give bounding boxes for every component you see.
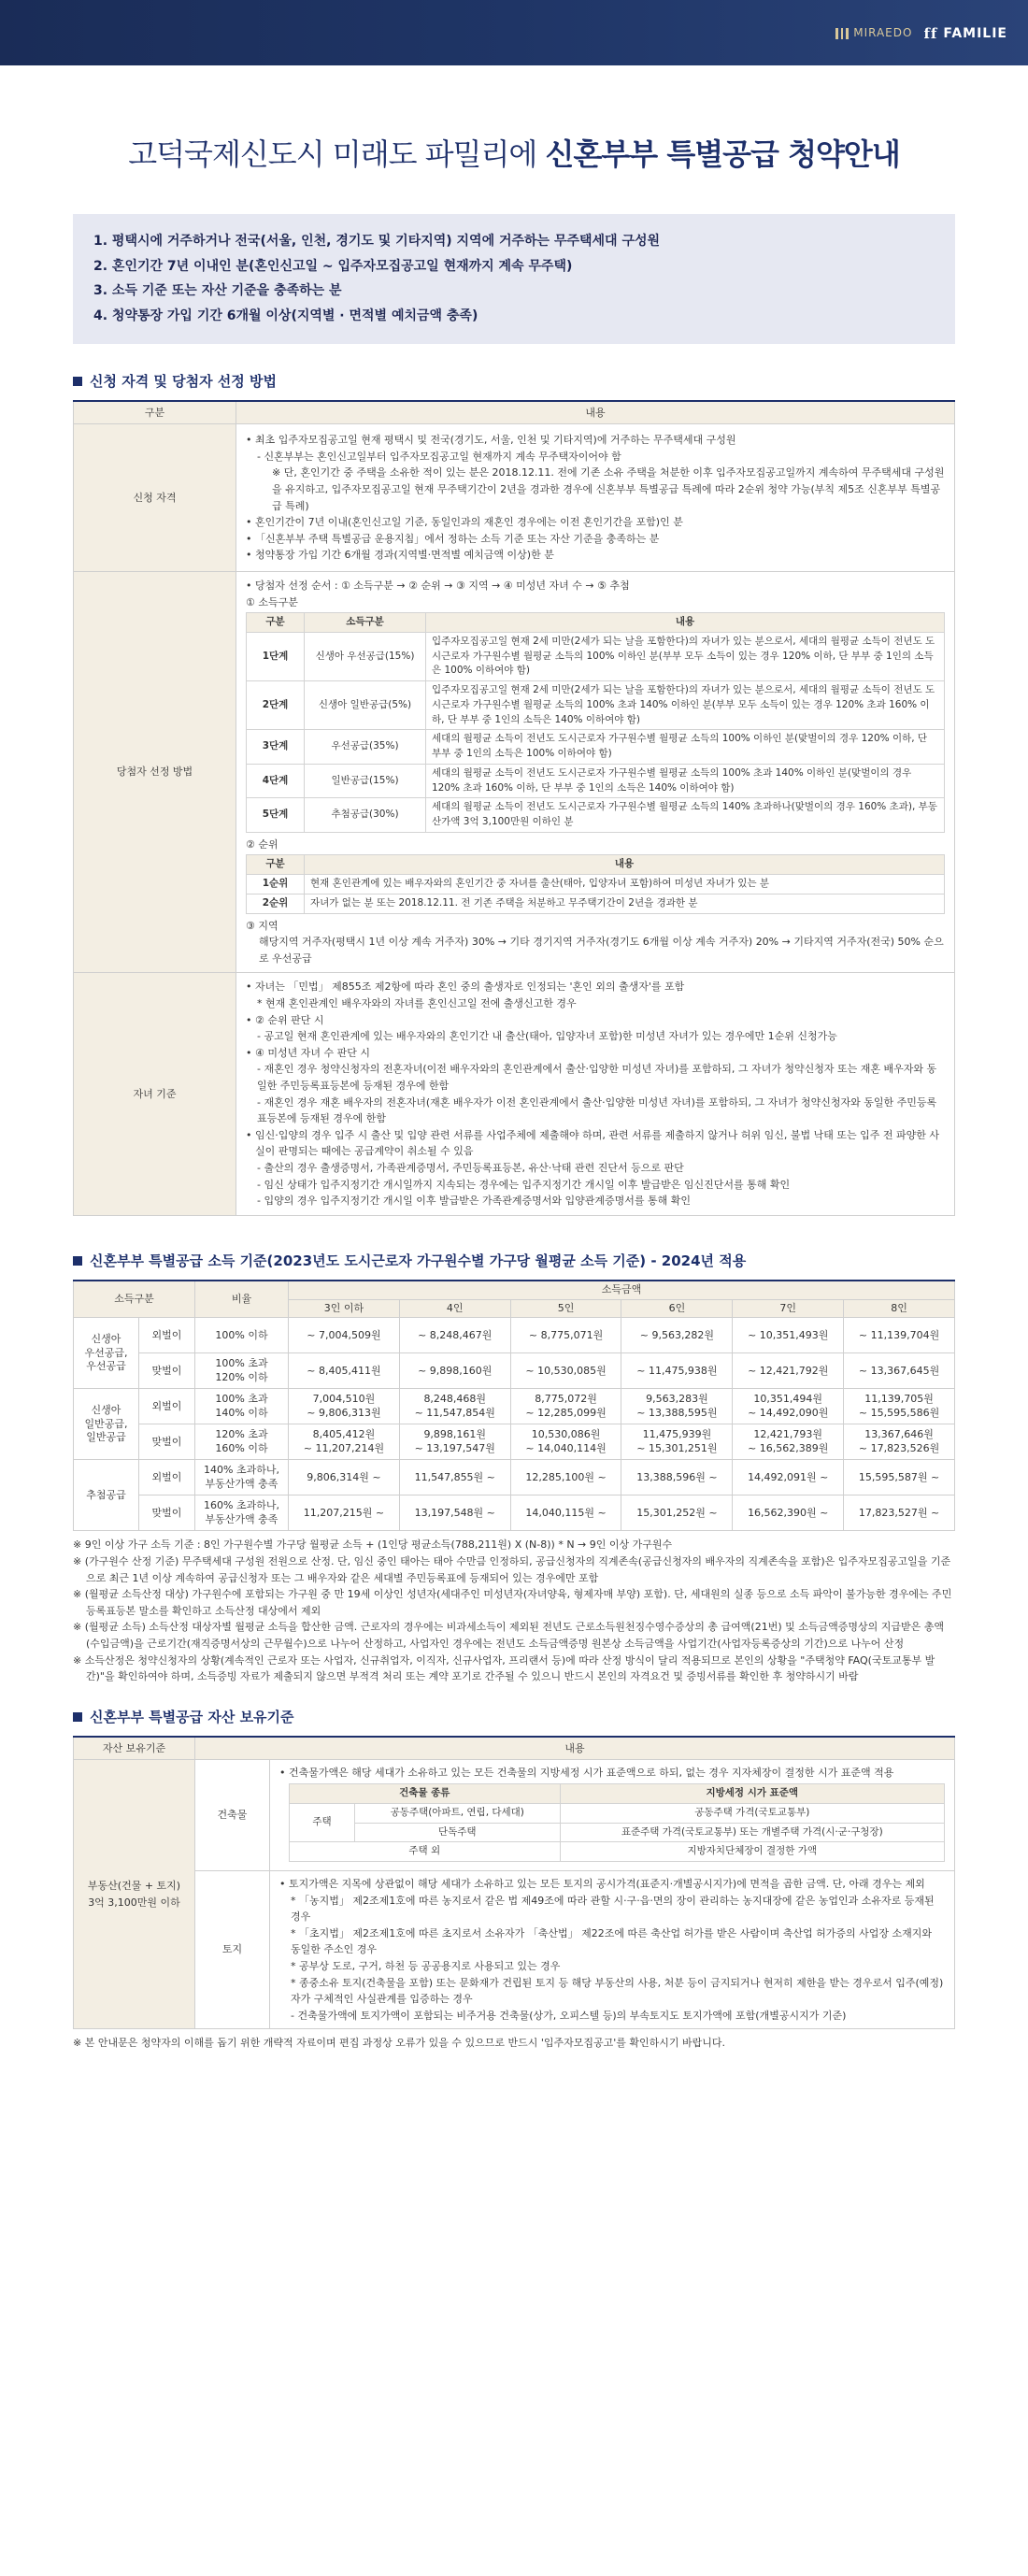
- amount-cell: 15,301,252원 ~: [621, 1496, 733, 1531]
- table-row: [247, 764, 945, 798]
- list-item: • 임신·입양의 경우 입주 시 출산 및 입양 관련 서류를 사업주체에 제출해야 하며, 관련 서류를 제출하지 않거나 허위 임신, 불법 낙태 또는 입주 전 파양한 사실이 판명되는 때에는 공급계약이 취소될 수 있음: [246, 1127, 945, 1160]
- step-cell: 2단계: [247, 681, 305, 730]
- desc-cell: 현재 혼인관계에 있는 배우자와의 혼인기간 중 자녀를 출산(태아, 입양자녀 포함)하여 미성년 자녀가 있는 분: [305, 875, 945, 894]
- list-item: • 최초 입주자모집공고일 현재 평택시 및 전국(경기도, 서울, 인천 및 기타지역)에 거주하는 무주택세대 구성원: [246, 432, 945, 449]
- qualification-table: [73, 400, 955, 1216]
- amount-cell: 13,367,646원 ~ 17,823,526원: [844, 1424, 955, 1460]
- col-header: 비율: [195, 1281, 289, 1318]
- col-header: 소득구분: [74, 1281, 195, 1318]
- desc-cell: 세대의 월평균 소득이 전년도 도시근로자 가구원수별 월평균 소득의 140% 초과하나(맞벌이의 경우 160% 초과), 부동산가액 3억 3,100만원 이하인 분: [426, 798, 945, 833]
- amount-cell: 10,351,494원 ~ 14,492,090원: [733, 1389, 844, 1424]
- amount-cell: 12,285,100원 ~: [510, 1460, 621, 1496]
- row-label: 신청 자격: [74, 424, 236, 572]
- col-header: 내용: [236, 401, 955, 424]
- col-header: 내용: [195, 1737, 955, 1760]
- amount-cell: 11,207,215원 ~: [289, 1496, 400, 1531]
- ratio-cell: 120% 초과 160% 이하: [195, 1424, 289, 1460]
- amount-cell: ~ 9,898,160원: [399, 1353, 510, 1389]
- amount-cell: ~ 8,775,071원: [510, 1318, 621, 1353]
- section-title-qualification: 신청 자격 및 당첨자 선정 방법: [73, 370, 955, 393]
- note-item: ※ 소득산정은 청약신청자의 상황(계속적인 근로자 또는 사업자, 신규취업자, 이직자, 신규사업자, 프리랜서 등)에 따라 산정 방식이 달리 적용되므로 본인의 상황을 "주택청약 FAQ(국토교통부 발간)"을 확인하여야 하며, 소득증빙 자료가 제출되지 않으면 부적격 처리 또는 계약 포기로 간주될 수 있으니 반드시 본인의 자격요건 및 증빙서류를 확인한 후 청약하시기 바람: [73, 1653, 935, 1683]
- col-header: 구분: [74, 401, 236, 424]
- amount-cell: 15,595,587원 ~: [844, 1460, 955, 1496]
- amount-cell: ~ 10,530,085원: [510, 1353, 621, 1389]
- col-header: 6인: [621, 1299, 733, 1318]
- income-type-title: ① 소득구분: [246, 595, 298, 608]
- amount-cell: 13,197,548원 ~: [399, 1496, 510, 1531]
- amount-cell: ~ 8,405,411원: [289, 1353, 400, 1389]
- table-row: [74, 1389, 955, 1424]
- note-item: ※ (월평균 소득산정 대상) 가구원수에 포함되는 가구원 중 만 19세 이상인 성년자(세대주인 미성년자(자녀양육, 형제자매 부양) 포함). 단, 세대원의 실종 등으로 소득 파악이 불가능한 경우에는 주민등록표등본 말소를 확인하고 소득산정 대상에서 제외: [73, 1588, 952, 1617]
- building-table: 건축물 종류 지방세정 시가 표준액 주택 공동주택(아파트, 연립, 다세대) 공동주택 가격(국토교통부) 단독주택 표준주택 가격(국토교통부) 또는 개별주택 가격(시·군·구청장) 주택 외 지방자치단체장이 결정한 가액: [289, 1783, 945, 1862]
- amount-cell: 8,405,412원 ~ 11,207,214원: [289, 1424, 400, 1460]
- list-item: - 신혼부부는 혼인신고일부터 입주자모집공고일 현재까지 계속 무주택자이어야 함: [257, 450, 621, 463]
- amount-cell: ~ 11,475,938원: [621, 1353, 733, 1389]
- desc-cell: 입주자모집공고일 현재 2세 미만(2세가 되는 날을 포함한다)의 자녀가 있는 분으로서, 세대의 월평균 소득이 전년도 도시근로자 가구원수별 월평균 소득의 100% 이하인 분(부부 모두 소득이 있는 경우 120% 이하, 단 부부 중 1인의 소득은 100% 이하여야 함): [426, 632, 945, 680]
- amount-cell: 11,547,855원 ~: [399, 1460, 510, 1496]
- list-item: • ② 순위 판단 시: [246, 1012, 945, 1029]
- type-cell: 우선공급(35%): [305, 730, 426, 765]
- list-item: - 출산의 경우 출생증명서, 가족관계증명서, 주민등록표등본, 유산·낙태 관련 진단서 등으로 판단: [257, 1162, 684, 1174]
- earner-cell: 맞벌이: [139, 1496, 195, 1531]
- type-cell: 신생아 우선공급(15%): [305, 632, 426, 680]
- desc-cell: 세대의 월평균 소득이 전년도 도시근로자 가구원수별 월평균 소득의 100% 이하인 분(맞벌이의 경우 120% 이하, 단 부부 중 1인의 소득은 100% 이하여야 함): [426, 730, 945, 765]
- miraedo-logo-icon: [835, 28, 849, 39]
- type-cell: 신생아 일반공급(5%): [305, 681, 426, 730]
- familie-logo-icon: ff: [923, 25, 938, 42]
- amount-cell: ~ 12,421,792원: [733, 1353, 844, 1389]
- footer-note: ※ 본 안내문은 청약자의 이해를 돕기 위한 개략적 자료이며 편집 과정상 오류가 있을 수 있으므로 반드시 '입주자모집공고'를 확인하시기 바랍니다.: [73, 2037, 726, 2050]
- land-list: [279, 1876, 945, 2024]
- col-header: 7인: [733, 1299, 844, 1318]
- col-header: 소득금액: [289, 1281, 955, 1299]
- summary-item: 1. 평택시에 거주하거나 전국(서울, 인천, 경기도 및 기타지역) 지역에 거주하는 무주택세대 구성원: [93, 234, 661, 250]
- amount-cell: 12,421,793원 ~ 16,562,389원: [733, 1424, 844, 1460]
- summary-box: [73, 214, 955, 343]
- rank-table: 구분 내용 1순위 현재 혼인관계에 있는 배우자와의 혼인기간 중 자녀를 출산(태아, 입양자녀 포함)하여 미성년 자녀가 있는 분 2순위 자녀가 없는 분 또는 2018.12.11. 전 기존 주택을 처분하고 무주택기간이 2년을 경과한 분: [246, 854, 945, 913]
- amount-cell: 11,475,939원 ~ 15,301,251원: [621, 1424, 733, 1460]
- amount-cell: 13,388,596원 ~: [621, 1460, 733, 1496]
- col-header: 자산 보유기준: [74, 1737, 195, 1760]
- rank-cell: 1순위: [247, 875, 305, 894]
- selection-order: • 당첨자 선정 순서 : ① 소득구분 → ② 순위 → ③ 지역 → ④ 미성년 자녀 수 → ⑤ 추첨: [246, 578, 945, 594]
- ratio-cell: 100% 초과 120% 이하: [195, 1353, 289, 1389]
- square-bullet-icon: [73, 377, 82, 386]
- list-item: - 입양의 경우 입주지정기간 개시일 이후 발급받은 가족관계증명서와 입양관계증명서를 통해 확인: [257, 1195, 691, 1208]
- amount-cell: ~ 8,248,467원: [399, 1318, 510, 1353]
- list-item: • 「신혼부부 주택 특별공급 운용지침」에서 정하는 소득 기준 또는 자산 기준을 충족하는 분: [246, 531, 945, 548]
- desc-cell: 자녀가 없는 분 또는 2018.12.11. 전 기존 주택을 처분하고 무주택기간이 2년을 경과한 분: [305, 894, 945, 913]
- list-item: * 현재 혼인관계인 배우자와의 자녀를 혼인신고일 전에 출생신고한 경우: [257, 997, 577, 1010]
- note-item: ※ (월평균 소득) 소득산정 대상자별 월평균 소득을 합산한 금액. 근로자의 경우에는 비과세소득이 제외된 전년도 근로소득원천징수영수증상의 총 급여액(21번) 및 소득금액증명상의 지급받은 총액(수입금액)을 근로기간(재직증명서상의 근무월수)으로 나누어 산정하고, 사업자인 경우에는 전년도 소득금액증명 원본상 소득금액을 사업기간(사업자등록증상의 기간)으로 나누어 산정: [73, 1621, 945, 1651]
- table-row: [74, 1424, 955, 1460]
- amount-cell: ~ 10,351,493원: [733, 1318, 844, 1353]
- list-item: - 재혼인 경우 청약신청자의 전혼자녀(이전 배우자와의 혼인관계에서 출산·입양한 미성년 자녀)를 포함하되, 그 자녀가 청약신청자 또는 재혼 배우자와 동일한 주민등록표등본에 등재된 경우에 한함: [257, 1063, 937, 1093]
- col-header: 5인: [510, 1299, 621, 1318]
- col-header: 8인: [844, 1299, 955, 1318]
- amount-cell: ~ 13,367,645원: [844, 1353, 955, 1389]
- building-note: • 건축물가액은 해당 세대가 소유하고 있는 모든 건축물의 지방세정 시가 표준액으로 하되, 없는 경우 지자체장이 결정한 시가 표준액 적용: [279, 1765, 945, 1782]
- summary-item: 2. 혼인기간 7년 이내인 분(혼인신고일 ~ 입주자모집공고일 현재까지 계속 무주택): [93, 258, 573, 274]
- amount-cell: 17,823,527원 ~: [844, 1496, 955, 1531]
- qualification-list: [246, 432, 945, 564]
- row-label: 부동산(건물 + 토지) 3억 3,100만원 이하: [74, 1760, 195, 2029]
- ratio-cell: 100% 초과 140% 이하: [195, 1389, 289, 1424]
- list-item: ※ 단, 혼인기간 중 주택을 소유한 적이 있는 분은 2018.12.11. 전에 기존 소유 주택을 처분한 이후 입주자모집공고일까지 계속하여 무주택세대 구성원을 유지하고, 입주자모집공고일 현재 무주택기간이 2년을 경과한 경우에 신혼부부 특별공급 특례에 따라 2순위 청약 가능(부칙 제5조 신혼부부 특별공급 특례): [272, 466, 945, 512]
- section-title-assets: 신혼부부 특별공급 자산 보유기준: [73, 1706, 955, 1728]
- amount-cell: 9,898,161원 ~ 13,197,547원: [399, 1424, 510, 1460]
- amount-cell: 9,806,314원 ~: [289, 1460, 400, 1496]
- earner-cell: 외벌이: [139, 1460, 195, 1496]
- amount-cell: 8,248,468원 ~ 11,547,854원: [399, 1389, 510, 1424]
- list-item: * 「농지법」 제2조제1호에 따른 농지로서 같은 법 제49조에 따라 관할 시·구·읍·면의 장이 관리하는 농지대장에 같은 농업인과 소유자로 등재된 경우: [291, 1894, 935, 1924]
- earner-cell: 맞벌이: [139, 1424, 195, 1460]
- table-row: [74, 1318, 955, 1353]
- table-row: [247, 730, 945, 765]
- income-step-table: 구분 소득구분 내용 1단계 신생아 우선공급(15%) 입주자모집공고일 현재 2세 미만(2세가 되는 날을 포함한다)의 자녀가 있는 분으로서, 세대의 월평균 소득이 전년도 도시근로자 가구원수별 월평균 소득의 100% 이하인 분(부부 모두 소득이 있는 경우 120% 이하, 단 부부 중 1인의 소득은 100% 이하여야 함) 2단계 신생아 일반공급(5%) 입주자모집공고일 현재 2세 미만(2세가 되는 날을 포함한다)의 자녀가 있는 분으로서, 세대의 월평균 소득이 전년도 도시근로자 가구원수별 월평균 소득의 100% 초과 140% 이하인 분(부부 모두 소득이 있는 경우 120% 초과 160% 이하, 단 부부 중 1인의 소득은 140% 이하여야 함) 3단계 우선공급(35%) 세대의 월평균 소득이 전년도 도시근로자 가구원수별 월평균 소득의 100% 이하인 분(맞벌이의 경우 120% 이하, 단 부부 중 1인의 소득은 100% 이하여야 함) 4단계 일반공급(15%) 세대의 월평균 소득이 전년도 도시근로자 가구원수별 월평균 소득의 100% 초과 140% 이하인 분(맞벌이의 경우 120% 초과 160% 이하, 단 부부 중 1인의 소득은 140% 이하여야 함) 5단계 추첨공급(30%) 세대의 월평균 소득이 전년도 도시근로자 가구원수별 월평균 소득의 140% 초과하나(맞벌이의 경우 160% 초과), 부동산가액 3억 3,100만원 이하인 분: [246, 612, 945, 833]
- amount-cell: 7,004,510원 ~ 9,806,313원: [289, 1389, 400, 1424]
- list-item: * 종중소유 토지(건축물을 포함) 또는 문화재가 건립된 토지 등 해당 부동산의 사용, 처분 등이 금지되거나 현저히 제한을 받는 경우로서 입주(예정)자가 구체적인 사실관계를 입증하는 경우: [291, 1976, 944, 2006]
- region-title: ③ 지역: [246, 919, 278, 932]
- step-cell: 5단계: [247, 798, 305, 833]
- step-cell: 3단계: [247, 730, 305, 765]
- col-header: 4인: [399, 1299, 510, 1318]
- earner-cell: 외벌이: [139, 1318, 195, 1353]
- square-bullet-icon: [73, 1256, 82, 1266]
- region-text: 해당지역 거주자(평택시 1년 이상 계속 거주자) 30% → 기타 경기지역 거주자(경기도 6개월 이상 계속 거주자) 20% → 기타지역 거주자(전국) 50% 순으로 우선공급: [259, 936, 944, 965]
- table-row: [247, 894, 945, 913]
- list-item: • 청약통장 가입 기간 6개월 경과(지역별·면적별 예치금액 이상)한 분: [246, 547, 945, 564]
- list-item: • 토지가액은 지목에 상관없이 해당 세대가 소유하고 있는 모든 토지의 공시가격(표준지·개별공시지가)에 면적을 곱한 금액. 단, 아래 경우는 제외: [279, 1876, 945, 1893]
- amount-cell: ~ 11,139,704원: [844, 1318, 955, 1353]
- group-cell: 신생아 우선공급, 우선공급: [74, 1318, 139, 1389]
- income-notes: [73, 1537, 955, 1684]
- amount-cell: 8,775,072원 ~ 12,285,099원: [510, 1389, 621, 1424]
- list-item: - 임신 상태가 입주지정기간 개시일까지 지속되는 경우에는 입주지정기간 개시일 이후 발급받은 임신진단서를 통해 확인: [257, 1178, 791, 1191]
- group-cell: 신생아 일반공급, 일반공급: [74, 1389, 139, 1460]
- group-cell: 추첨공급: [74, 1460, 139, 1531]
- amount-cell: 9,563,283원 ~ 13,388,595원: [621, 1389, 733, 1424]
- top-banner: [0, 0, 1028, 65]
- section-title-income: 신혼부부 특별공급 소득 기준(2023년도 도시근로자 가구원수별 가구당 월평균 소득 기준) - 2024년 적용: [73, 1250, 955, 1272]
- amount-cell: 10,530,086원 ~ 14,040,114원: [510, 1424, 621, 1460]
- amount-cell: 14,040,115원 ~: [510, 1496, 621, 1531]
- row-label: 토지: [195, 1871, 270, 2029]
- brand-miraedo: MIRAEDO: [853, 26, 913, 40]
- type-cell: 일반공급(15%): [305, 764, 426, 798]
- list-item: - 건축물가액에 토지가액이 포함되는 비주거용 건축물(상가, 오피스텔 등)의 부속토지도 토지가액에 포함(개별공시지가 기준): [291, 2009, 847, 2022]
- table-row: [247, 798, 945, 833]
- col-header: 3인 이하: [289, 1299, 400, 1318]
- note-item: ※ 9인 이상 가구 소득 기준 : 8인 가구원수별 가구당 월평균 소득 + (1인당 평균소득(788,211원) X (N-8)) * N → 9인 이상 가구원수: [73, 1538, 673, 1552]
- rank-title: ② 순위: [246, 837, 278, 851]
- desc-cell: 입주자모집공고일 현재 2세 미만(2세가 되는 날을 포함한다)의 자녀가 있는 분으로서, 세대의 월평균 소득이 전년도 도시근로자 가구원수별 월평균 소득의 100% 초과 140% 이하인 분(부부 모두 소득이 있는 경우 120% 초과 160% 이하, 단 부부 중 1인의 소득은 140% 이하여야 함): [426, 681, 945, 730]
- brand-familie: FAMILIE: [943, 25, 1007, 41]
- amount-cell: 14,492,091원 ~: [733, 1460, 844, 1496]
- desc-cell: 세대의 월평균 소득이 전년도 도시근로자 가구원수별 월평균 소득의 100% 초과 140% 이하인 분(맞벌이의 경우 120% 초과 160% 이하, 단 부부 중 1인의 소득은 140% 이하여야 함): [426, 764, 945, 798]
- summary-item: 3. 소득 기준 또는 자산 기준을 충족하는 분: [93, 283, 342, 299]
- list-item: • 혼인기간이 7년 이내(혼인신고일 기준, 동일인과의 재혼인 경우에는 이전 혼인기간을 포함)인 분: [246, 514, 945, 531]
- row-label: 건축물: [195, 1760, 270, 1871]
- earner-cell: 외벌이: [139, 1389, 195, 1424]
- amount-cell: 16,562,390원 ~: [733, 1496, 844, 1531]
- square-bullet-icon: [73, 1712, 82, 1722]
- list-item: - 재혼인 경우 재혼 배우자의 전혼자녀(재혼 배우자가 이전 혼인관계에서 출산·입양한 미성년 자녀)를 포함하되, 그 자녀가 청약신청자와 동일한 주민등록표등본에 등재된 경우에 한함: [257, 1095, 937, 1125]
- ratio-cell: 140% 초과하나, 부동산가액 충족: [195, 1460, 289, 1496]
- ratio-cell: 160% 초과하나, 부동산가액 충족: [195, 1496, 289, 1531]
- amount-cell: 11,139,705원 ~ 15,595,586원: [844, 1389, 955, 1424]
- table-row: [247, 681, 945, 730]
- brand-logo: [835, 22, 1007, 45]
- step-cell: 4단계: [247, 764, 305, 798]
- asset-table: [73, 1736, 955, 2030]
- table-row: [74, 1496, 955, 1531]
- summary-item: 4. 청약통장 가입 기간 6개월 이상(지역별 · 면적별 예치금액 충족): [93, 308, 478, 323]
- list-item: • ④ 미성년 자녀 수 판단 시: [246, 1045, 945, 1062]
- income-table: [73, 1280, 955, 1532]
- table-row: [247, 632, 945, 680]
- list-item: * 「초지법」 제2조제1호에 따른 초지로서 소유자가 「축산법」 제22조에 따른 축산업 허가를 받은 사람이며 축산업 허가증의 사업장 소재지와 동일한 주소인 경우: [291, 1926, 932, 1956]
- amount-cell: ~ 9,563,282원: [621, 1318, 733, 1353]
- ratio-cell: 100% 이하: [195, 1318, 289, 1353]
- table-row: [247, 875, 945, 894]
- table-row: [74, 1353, 955, 1389]
- list-item: - 공고일 현재 혼인관계에 있는 배우자와의 혼인기간 내 출산(태아, 입양자녀 포함)한 미성년 자녀가 있는 경우에만 1순위 신청가능: [257, 1030, 837, 1043]
- list-item: * 공부상 도로, 구거, 하천 등 공공용지로 사용되고 있는 경우: [291, 1959, 561, 1972]
- table-row: [74, 1460, 955, 1496]
- rank-cell: 2순위: [247, 894, 305, 913]
- row-label: 자녀 기준: [74, 973, 236, 1215]
- row-label: 당첨자 선정 방법: [74, 571, 236, 973]
- child-criteria-list: [246, 979, 945, 1209]
- page-title: 고덕국제신도시 미래도 파밀리에 신혼부부 특별공급 청약안내: [128, 136, 900, 172]
- earner-cell: 맞벌이: [139, 1353, 195, 1389]
- type-cell: 추첨공급(30%): [305, 798, 426, 833]
- note-item: ※ (가구원수 산정 기준) 무주택세대 구성원 전원으로 산정. 단, 임신 중인 태아는 태아 수만큼 인정하되, 공급신청자의 직계존속(공급신청자의 배우자의 직계존속을 포함)은 입주자모집공고일을 기준으로 최근 1년 이상 계속하여 공급신청자 또는 그 배우자와 같은 세대별 주민등록표에 등재되어 있는 경우에만 포함: [73, 1555, 951, 1584]
- list-item: • 자녀는 「민법」 제855조 제2항에 따라 혼인 중의 출생자로 인정되는 '혼인 외의 출생자'를 포함: [246, 979, 945, 995]
- step-cell: 1단계: [247, 632, 305, 680]
- amount-cell: ~ 7,004,509원: [289, 1318, 400, 1353]
